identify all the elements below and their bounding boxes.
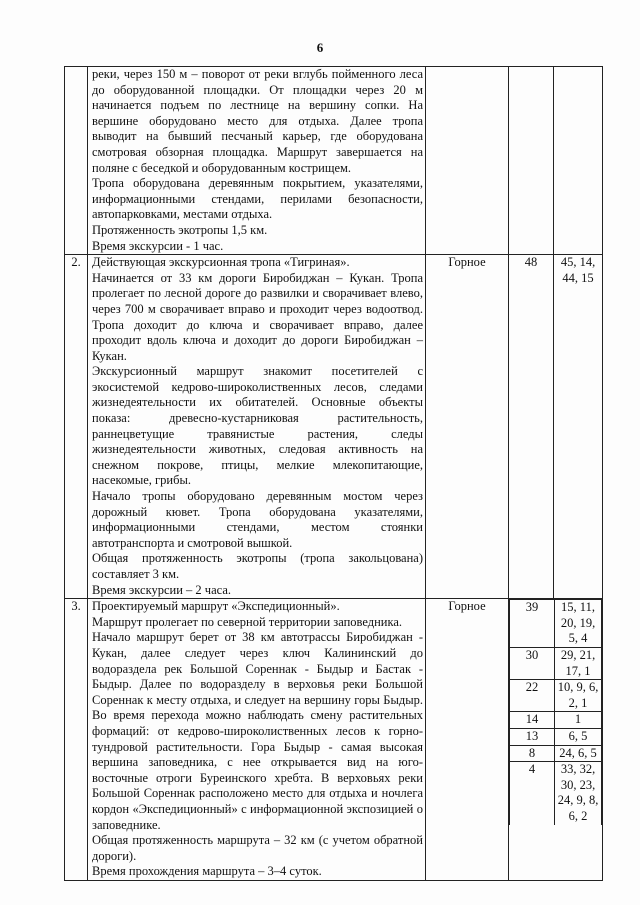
sub-table-cell (509, 599, 603, 881)
routes-table (64, 66, 603, 881)
quarter-number-cell: 48 (509, 255, 554, 599)
compartment-numbers: 29, 21, 17, 1 (555, 647, 602, 679)
table-row (65, 599, 603, 881)
quarter-number: 4 (510, 762, 555, 825)
description-paragraph: Начало маршрут берет от 38 км автотрассы Биробиджан - Кукан, далее следует через ключ Калининский до водораздела рек Большой Сореннак - Быдыр и Бастак - Быдыр. Далее по водоразделу в верховья реки Большой Сореннак к месту отдыха, и следует на вершину горы Быдыр. Во время перехода можно наблюдать смену растительных формаций: от кедрово-широколиственных лесов к горно-тундровой растительности. Гора Быдыр - самая высокая вершина заповедника, с нее открывается вид на юго-восточные отроги Буреинского хребта. В верховьях реки Большой Сореннак расположено место для отдыха и ночлега кордон «Экспедиционный» с информационной экспозицией о заповеднике. (92, 630, 423, 832)
compartment-numbers: 24, 6, 5 (555, 745, 602, 762)
description-cell (88, 255, 426, 599)
sub-row (510, 762, 602, 825)
compartment-numbers-cell: 45, 14, 44, 15 (554, 255, 603, 599)
quarter-number: 14 (510, 712, 555, 729)
description-paragraph: Общая протяженность экотропы (тропа закольцована) составляет 3 км. (92, 551, 423, 581)
sub-row (510, 680, 602, 712)
page-number: 6 (316, 40, 324, 55)
sub-row (510, 600, 602, 648)
sub-row (510, 745, 602, 762)
compartment-numbers: 1 (555, 712, 602, 729)
row-number-cell: 3. (65, 599, 88, 881)
description-paragraph: Экскурсионный маршрут знакомит посетителей с экосистемой кедрово-широколиственных лесов, следами жизнедеятельности их обитателей. Основные объекты показа: древесно-кустарниковая растительность, раннецветущие травянистые растения, следы жизнедеятельности животных, следовая активность на снежном покрове, птицы, мелкие млекопитающие, насекомые, грибы. (92, 364, 423, 488)
quarter-number: 8 (510, 745, 555, 762)
row-number-cell (65, 67, 88, 255)
description-paragraph: Начинается от 33 км дороги Биробиджан – Кукан. Тропа пролегает по лесной дороге до развилки и сворачивает влево, через 700 м сворачивает вправо и проходит через водоотвод. Тропа доходит до ключа и сворачивает вправо, далее проходит вдоль ключа и доходит до дороги Биробиджан – Кукан. (92, 270, 423, 363)
sub-row (510, 647, 602, 679)
compartment-numbers: 6, 5 (555, 728, 602, 745)
description-paragraph: Время экскурсии – 2 часа. (92, 582, 232, 597)
description-cell (88, 67, 426, 255)
description-paragraph: Время прохождения маршрута – 3–4 суток. (92, 864, 322, 879)
description-paragraph: Тропа оборудована деревянным покрытием, указателями, информационными стендами, перилами безопасности, автопарковками, местами отдыха. (92, 176, 423, 222)
description-paragraph: Проектируемый маршрут «Экспедиционный». (92, 599, 340, 614)
description-paragraph: реки, через 150 м – поворот от реки вглубь пойменного леса до оборудованной площадки. От площадки через 20 м начинается подъем по лестнице на вершину сопки. На вершине оборудовано место для отдыха. Далее тропа выводит на бывший песчаный карьер, где оборудована смотровая обзорная площадка. Маршрут завершается на поляне с беседкой и оборудованным кострищем. (92, 67, 423, 175)
table-row (65, 67, 603, 255)
quarter-number: 30 (510, 647, 555, 679)
compartment-numbers: 10, 9, 6, 2, 1 (555, 680, 602, 712)
sub-row (510, 712, 602, 729)
description-paragraph: Протяженность экотропы 1,5 км. (92, 222, 268, 237)
terrain-type-cell (426, 67, 509, 255)
description-cell (88, 599, 426, 881)
description-paragraph: Общая протяженность маршрута – 32 км (с учетом обратной дороги). (92, 833, 423, 863)
quarter-number-cell (509, 67, 554, 255)
terrain-type-cell: Горное (426, 255, 509, 599)
description-paragraph: Время экскурсии - 1 час. (92, 238, 224, 253)
compartment-numbers: 15, 11, 20, 19, 5, 4 (555, 600, 602, 648)
compartment-numbers: 33, 32, 30, 23, 24, 9, 8, 6, 2 (555, 762, 602, 825)
quarters-subtable (509, 599, 602, 824)
quarter-number: 22 (510, 680, 555, 712)
quarter-number: 13 (510, 728, 555, 745)
row-number-cell: 2. (65, 255, 88, 599)
sub-row (510, 728, 602, 745)
terrain-type-cell: Горное (426, 599, 509, 881)
compartment-numbers-cell (554, 67, 603, 255)
description-paragraph: Начало тропы оборудовано деревянным мостом через дорожный кювет. Тропа оборудована указателями, информационными стендами, местом стоянки автотранспорта и смотровой вышкой. (92, 489, 423, 550)
table-row (65, 255, 603, 599)
description-paragraph: Действующая экскурсионная тропа «Тигриная». (92, 255, 350, 270)
quarter-number: 39 (510, 600, 555, 648)
description-paragraph: Маршрут пролегает по северной территории заповедника. (92, 614, 403, 629)
